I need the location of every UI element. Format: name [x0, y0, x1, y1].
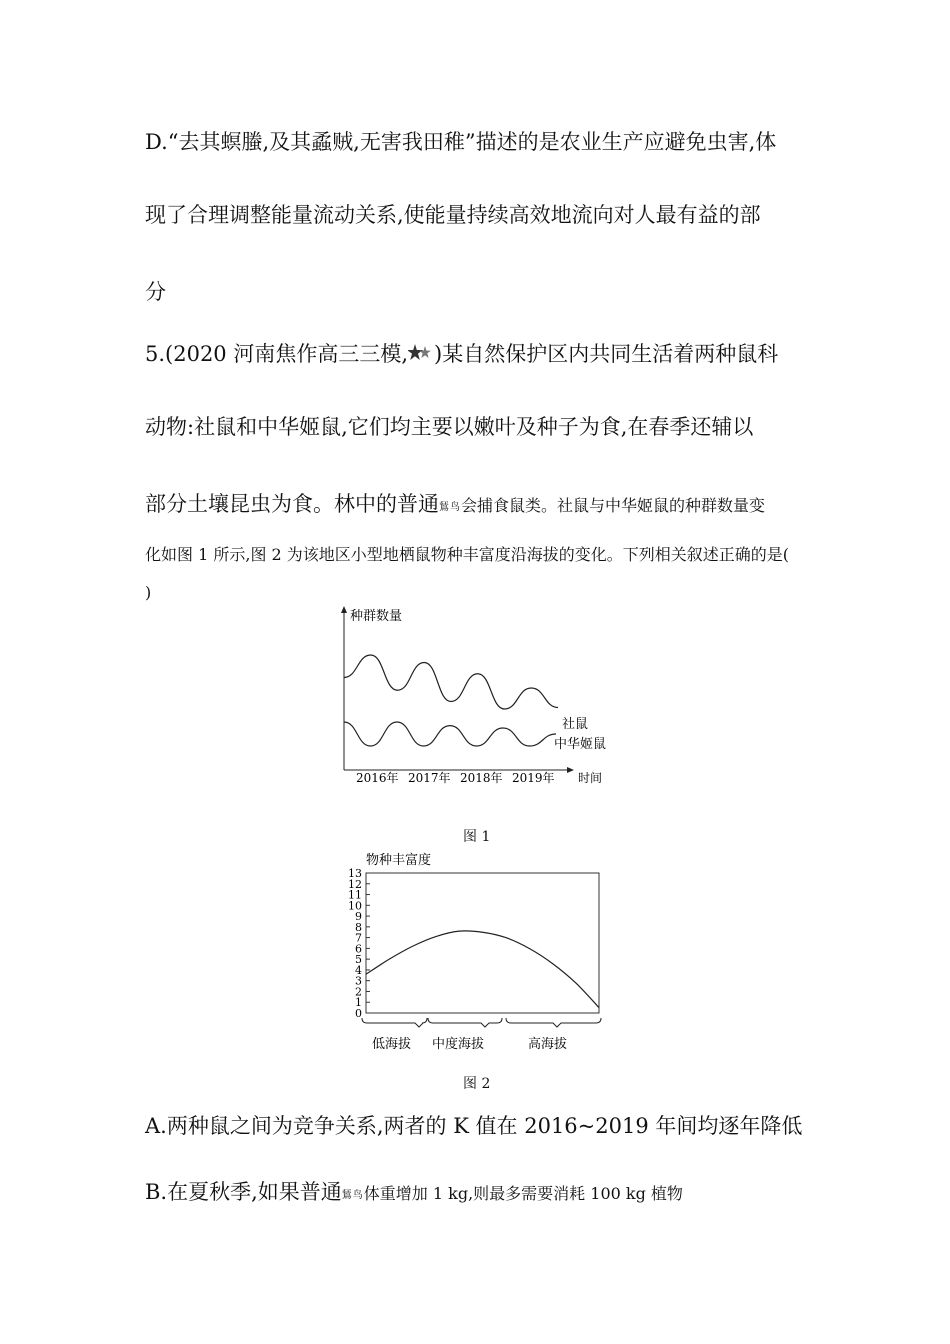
fig2-ytick-label: 13: [348, 867, 362, 880]
fig2-ytick-label: 11: [348, 888, 362, 902]
question-text-3b: 会捕食鼠类。社鼠与中华姬鼠的种群数量变: [461, 496, 766, 515]
fig1-legend-zhonghua: 中华姬鼠: [554, 737, 607, 752]
question-5-line-2: 动物:社鼠和中华姬鼠,它们均主要以嫩叶及种子为食,在春季还辅以: [145, 415, 754, 439]
fig1-xlabel: 时间: [578, 771, 603, 785]
question-source: 5.(2020 河南焦作高三三模,: [145, 342, 409, 366]
fig2-ytick-label: 5: [355, 953, 362, 967]
question-5-line-1: [145, 340, 778, 368]
figure-1-caption: 图 1: [463, 829, 491, 845]
fig2-ytick-label: 2: [355, 985, 362, 999]
star-icon: [408, 343, 434, 363]
fig1-tick-label: 2019年: [512, 771, 555, 785]
figure-1: [330, 600, 630, 795]
fig2-region-mid: 中度海拔: [432, 1037, 485, 1052]
fig1-x-arrow: [567, 767, 574, 773]
fig2-plot-frame: [366, 873, 599, 1013]
figure-2-caption: 图 2: [463, 1076, 491, 1092]
fig1-ylabel: 种群数量: [350, 609, 403, 624]
fig2-ytick-label: 6: [355, 942, 362, 956]
option-d-line-2: 现了合理调整能量流动关系,使能量持续高效地流向对人最有益的部: [145, 203, 761, 227]
option-d-line-1: D.“去其螟螣,及其蟊贼,无害我田稚”描述的是农业生产应避免虫害,体: [145, 130, 777, 154]
fig1-legend-shelu: 社鼠: [562, 717, 589, 732]
fig2-region-brackets: [362, 1018, 601, 1027]
option-b-bird: 鵟鸟: [341, 1190, 364, 1201]
fig2-ytick-label: 3: [355, 974, 362, 988]
fig2-richness-curve: [366, 931, 599, 1008]
figure-2: [340, 850, 620, 1060]
fig2-ytick-label: 12: [348, 877, 362, 891]
fig2-region-low: 低海拔: [372, 1037, 412, 1052]
fig1-tick-label: 2016年: [356, 771, 399, 785]
fig1-tick-label: 2017年: [408, 771, 451, 785]
fig2-ytick-label: 0: [355, 1007, 362, 1020]
option-d-line-3: 分: [145, 280, 166, 304]
fig2-ytick-label: 4: [355, 963, 362, 977]
option-b-text-1: B.在夏秋季,如果普通: [145, 1180, 342, 1204]
bird-name: 鵟鸟: [439, 502, 461, 513]
fig2-ytick-label: 8: [355, 920, 362, 934]
question-5-line-3: [145, 490, 765, 522]
fig1-y-arrow: [341, 606, 347, 613]
fig2-ytick-label: 10: [348, 899, 362, 913]
fig2-ytick-label: 1: [355, 996, 362, 1010]
option-a: A.两种鼠之间为竞争关系,两者的 K 值在 2016~2019 年间均逐年降低: [145, 1114, 803, 1138]
fig2-ytick-label: 7: [355, 931, 362, 945]
option-b-text-2: 体重增加 1 kg,则最多需要消耗 100 kg 植物: [363, 1184, 683, 1203]
fig2-region-high: 高海拔: [528, 1037, 568, 1052]
question-text-1: )某自然保护区内共同生活着两种鼠科: [434, 342, 779, 366]
fig1-tick-label: 2018年: [460, 771, 503, 785]
question-text-3a: 部分土壤昆虫为食。林中的普通: [145, 492, 439, 516]
fig2-ytick-label: 9: [355, 910, 362, 924]
fig1-line-zhonghua: [344, 722, 556, 746]
fig2-ylabel: 物种丰富度: [366, 853, 432, 868]
question-5-line-4: 化如图 1 所示,图 2 为该地区小型地栖鼠物种丰富度沿海拔的变化。下列相关叙述正确的是(: [145, 545, 790, 564]
option-b: [145, 1178, 683, 1210]
fig1-line-shelu: [344, 655, 558, 709]
question-5-line-5: ): [145, 583, 152, 602]
